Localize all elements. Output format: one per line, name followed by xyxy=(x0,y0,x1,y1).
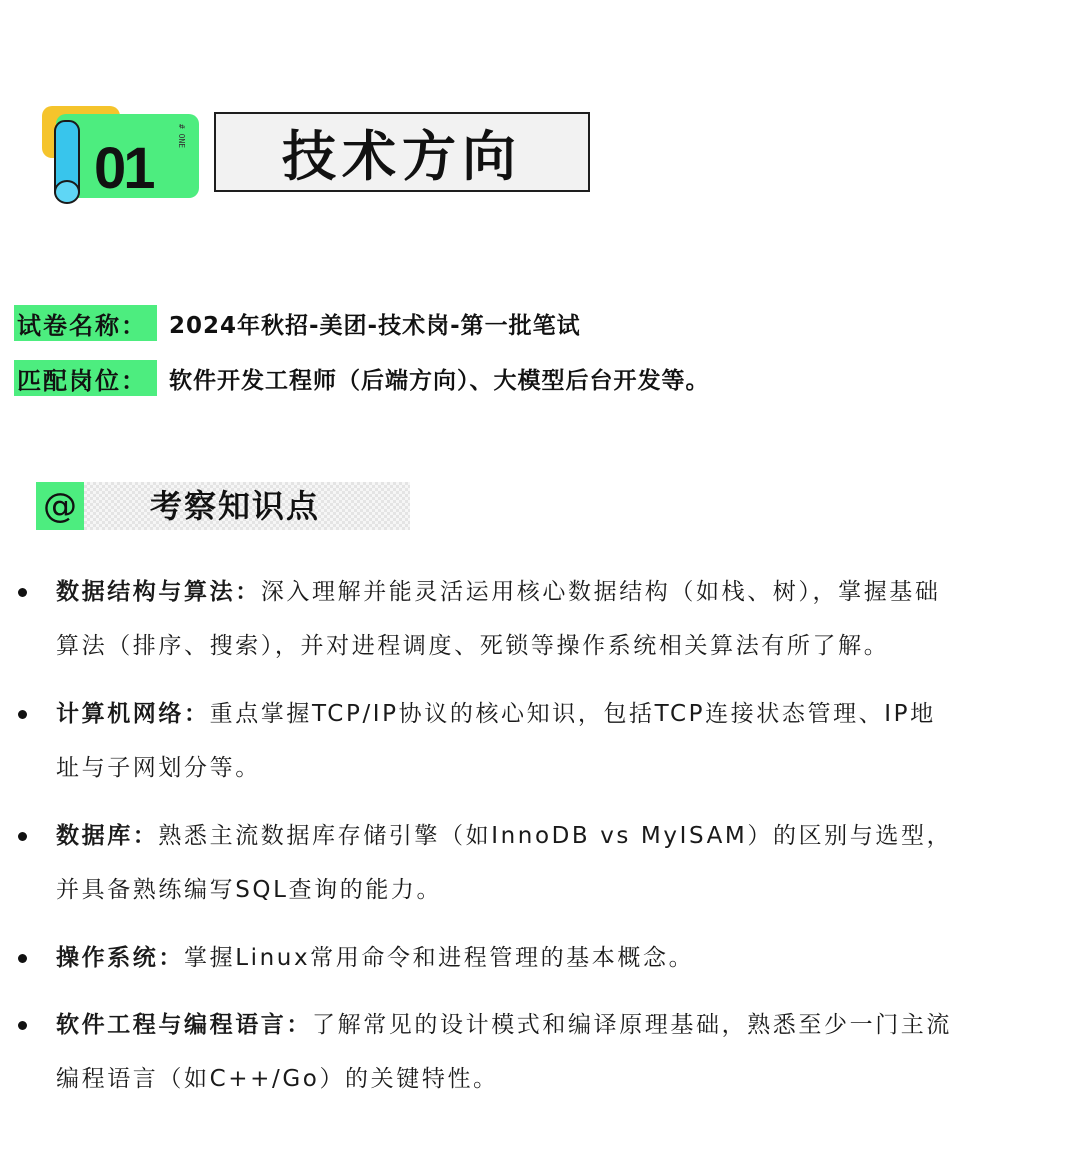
paper-name-label: 试卷名称： xyxy=(14,305,157,341)
list-item xyxy=(56,998,1056,1106)
list-item xyxy=(56,931,1056,985)
pipe-cap-icon xyxy=(54,180,80,204)
item-text: 掌握Linux常用命令和进程管理的基本概念。 xyxy=(184,945,695,971)
item-line: 编程语言（如C++/Go）的关键特性。 xyxy=(56,1066,499,1092)
list-item xyxy=(56,809,1056,917)
item-key: 计算机网络： xyxy=(56,701,210,727)
item-key: 操作系统： xyxy=(56,945,184,971)
item-line xyxy=(56,931,1056,985)
item-line xyxy=(56,809,1056,863)
item-text: 了解常见的设计模式和编译原理基础，熟悉至少一门主流 xyxy=(312,1012,952,1038)
item-text: 深入理解并能灵活运用核心数据结构（如栈、树），掌握基础 xyxy=(260,579,941,605)
bullet-icon xyxy=(18,954,27,963)
position-row xyxy=(14,360,710,396)
at-icon: @ xyxy=(36,482,84,530)
section-title: 考察知识点 xyxy=(150,487,321,525)
item-text: 熟悉主流数据库存储引擎（如InnoDB vs MyISAM）的区别与选型， xyxy=(158,823,953,849)
bullet-icon xyxy=(18,710,27,719)
paper-name-row xyxy=(14,305,581,341)
item-line xyxy=(56,687,1056,741)
position-label: 匹配岗位： xyxy=(14,360,157,396)
item-line xyxy=(56,565,1056,619)
item-key: 软件工程与编程语言： xyxy=(56,1012,312,1038)
item-line: 并具备熟练编写SQL查询的能力。 xyxy=(56,877,443,903)
badge-tag: # ONE xyxy=(177,124,186,149)
item-key: 数据结构与算法： xyxy=(56,579,261,605)
item-key: 数据库： xyxy=(56,823,159,849)
paper-name-value: 2024年秋招-美团-技术岗-第一批笔试 xyxy=(169,312,581,339)
bullet-icon xyxy=(18,1021,27,1030)
bullet-icon xyxy=(18,832,27,841)
section-number-badge xyxy=(38,104,203,206)
page-title: 技术方向 xyxy=(214,112,590,192)
list-item xyxy=(56,565,1056,673)
list-item xyxy=(56,687,1056,795)
item-line: 算法（排序、搜索），并对进程调度、死锁等操作系统相关算法有所了解。 xyxy=(56,633,890,659)
bullet-icon xyxy=(18,588,27,597)
item-text: 重点掌握TCP/IP协议的核心知识，包括TCP连接状态管理、IP地 xyxy=(209,701,936,727)
badge-number: 01 xyxy=(94,136,153,201)
item-line: 址与子网划分等。 xyxy=(56,755,261,781)
position-value: 软件开发工程师（后端方向）、大模型后台开发等。 xyxy=(169,367,710,394)
item-line xyxy=(56,998,1056,1052)
knowledge-section-header xyxy=(36,482,410,530)
